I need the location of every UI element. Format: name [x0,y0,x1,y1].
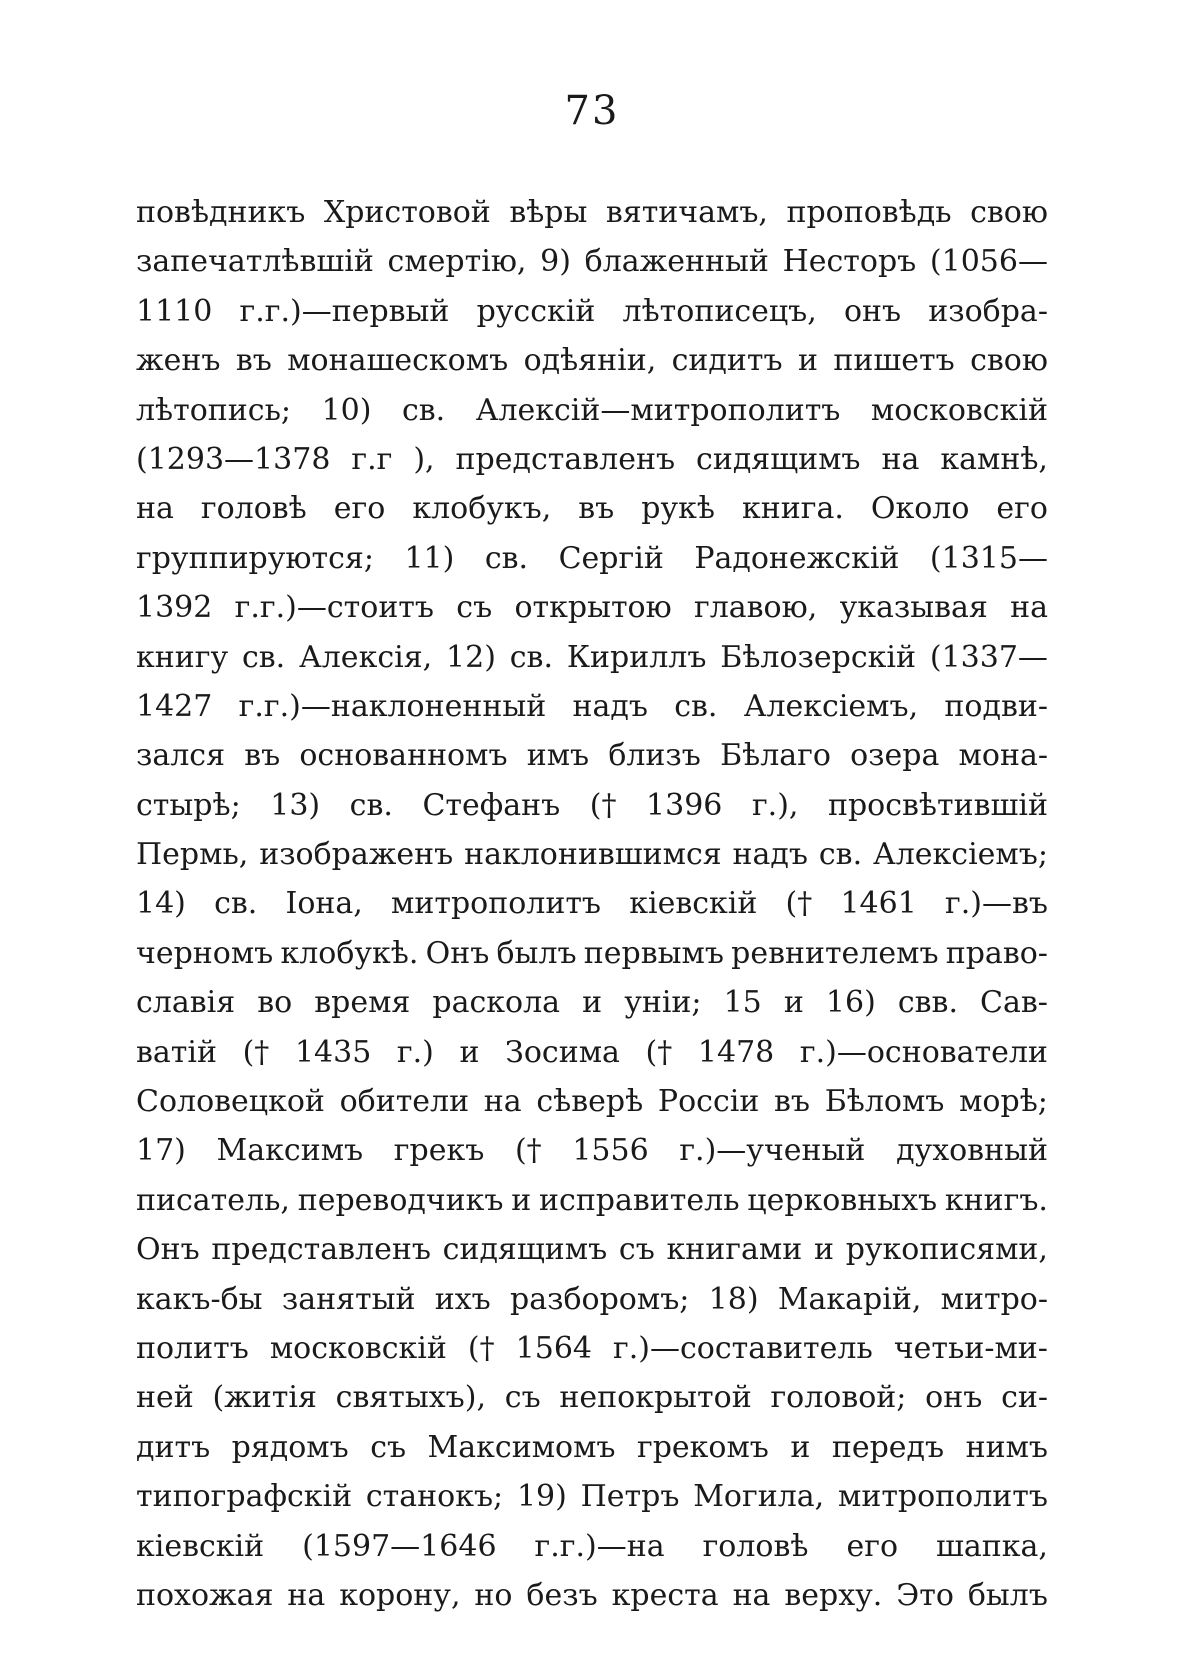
text-line: 17) Максимъ грекъ († 1556 г.)—ученый духовный [136,1133,1048,1169]
body-text [136,188,1048,1620]
text-line: запечатлѣвшій смертію, 9) блаженный Несторъ (1056— [136,244,1048,280]
text-line: политъ московскій († 1564 г.)—составитель четьи-ми- [136,1330,1048,1366]
text-line: повѣдникъ Христовой вѣры вятичамъ, проповѣдь свою [136,195,1048,230]
text-line: 1427 г.г.)—наклоненный надъ св. Алексіемъ, подви- [136,688,1048,724]
text-line: стырѣ; 13) св. Стефанъ († 1396 г.), просвѣтившій [136,787,1048,823]
text-line: типографскій станокъ; 19) Петръ Могила, митрополитъ [136,1479,1048,1515]
text-line: группируются; 11) св. Сергій Радонежскій (1315— [136,540,1048,576]
text-line: ватій († 1435 г.) и Зосима († 1478 г.)—основатели [136,1034,1048,1070]
text-line: Соловецкой обители на сѣверѣ Россіи въ Бѣломъ морѣ; [136,1084,1048,1120]
text-line: 1110 г.г.)—первый русскій лѣтописецъ, онъ изобра- [136,293,1048,329]
text-line: 14) св. Іона, митрополитъ кіевскій († 1461 г.)—въ [136,886,1048,922]
text-line: (1293—1378 г.г ), представленъ сидящимъ на камнѣ, [136,441,1048,477]
text-line: славія во время раскола и уніи; 15 и 16) свв. Сав- [136,985,1048,1021]
text-line: дитъ рядомъ съ Максимомъ грекомъ и передъ нимъ [136,1429,1048,1465]
text-line: книгу св. Алексія, 12) св. Кириллъ Бѣлозерскій (1337— [136,639,1048,675]
text-line: зался въ основанномъ имъ близъ Бѣлаго озера мона- [136,738,1048,774]
text-line: Онъ представленъ сидящимъ съ книгами и рукописями, [136,1232,1048,1268]
text-line: женъ въ монашескомъ одѣяніи, сидитъ и пишетъ свою [136,343,1048,379]
text-line: какъ-бы занятый ихъ разборомъ; 18) Макарій, митро- [136,1281,1048,1317]
text-line: похожая на корону, но безъ креста на верху. Это былъ [136,1577,1048,1613]
text-line: писатель, переводчикъ и исправитель церковныхъ книгъ. [136,1182,1048,1218]
text-line: на головѣ его клобукъ, въ рукѣ книга. Около его [136,491,1048,527]
text-line: кіевскій (1597—1646 г.г.)—на головѣ его шапка, [136,1528,1048,1564]
text-line: черномъ клобукѣ. Онъ былъ первымъ ревнителемъ право- [136,935,1048,971]
text-line: ней (житія святыхъ), съ непокрытой головой; онъ си- [136,1380,1048,1416]
text-line: лѣтопись; 10) св. Алексій—митрополитъ московскій [136,392,1048,428]
text-line: 1392 г.г.)—стоитъ съ открытою главою, указывая на [136,590,1048,626]
page-number: 73 [564,88,620,134]
text-line: Пермь, изображенъ наклонившимся надъ св. Алексіемъ; [136,837,1048,873]
